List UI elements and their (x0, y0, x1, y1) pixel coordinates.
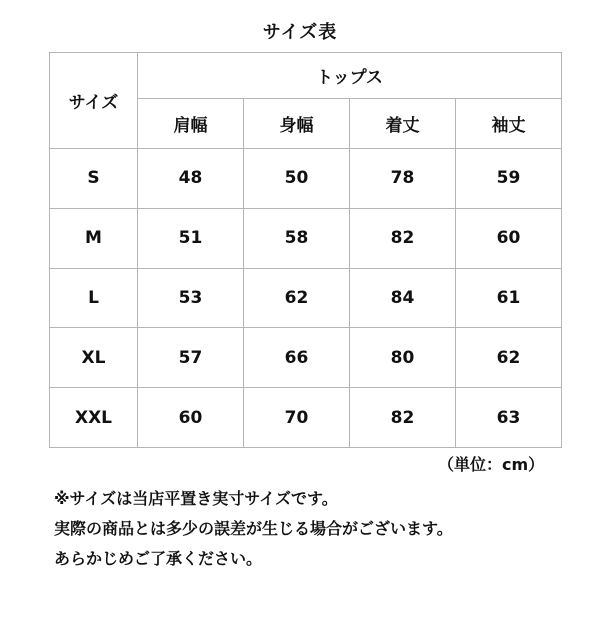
table-cell: 61 (456, 268, 562, 328)
column-header-sleeve: 袖丈 (456, 99, 562, 149)
size-label: XL (50, 328, 138, 388)
note-line: あらかじめご了承ください。 (54, 549, 263, 568)
table-cell: 78 (350, 149, 456, 209)
table-cell: 48 (138, 149, 244, 209)
size-label: L (50, 268, 138, 328)
table-cell: 59 (456, 149, 562, 209)
table-cell: 51 (138, 208, 244, 268)
note-line: ※サイズは当店平置き実寸サイズです。 (54, 489, 338, 508)
table-row (50, 388, 562, 448)
table-cell: 60 (138, 388, 244, 448)
table-cell: 62 (456, 328, 562, 388)
table-cell: 60 (456, 208, 562, 268)
table-cell: 53 (138, 268, 244, 328)
size-table (49, 52, 562, 448)
size-label: XXL (50, 388, 138, 448)
table-cell: 84 (350, 268, 456, 328)
table-row (50, 328, 562, 388)
note-line: 実際の商品とは多少の誤差が生じる場合がございます。 (54, 519, 453, 538)
table-cell: 82 (350, 388, 456, 448)
table-cell: 58 (244, 208, 350, 268)
column-header-chest: 身幅 (244, 99, 350, 149)
size-label: S (50, 149, 138, 209)
table-row (50, 268, 562, 328)
table-cell: 62 (244, 268, 350, 328)
column-header-length: 着丈 (350, 99, 456, 149)
notes-block (54, 484, 453, 574)
page-title: サイズ表 (262, 22, 338, 43)
unit-note: （単位：cm） (438, 455, 545, 474)
table-cell: 57 (138, 328, 244, 388)
table-cell: 50 (244, 149, 350, 209)
table-cell: 63 (456, 388, 562, 448)
table-row (50, 149, 562, 209)
size-label: M (50, 208, 138, 268)
table-cell: 82 (350, 208, 456, 268)
table-cell: 80 (350, 328, 456, 388)
table-cell: 66 (244, 328, 350, 388)
tops-group-header: トップス (138, 53, 562, 99)
size-column-header: サイズ (50, 53, 138, 149)
table-cell: 70 (244, 388, 350, 448)
column-header-shoulder: 肩幅 (138, 99, 244, 149)
table-row (50, 208, 562, 268)
